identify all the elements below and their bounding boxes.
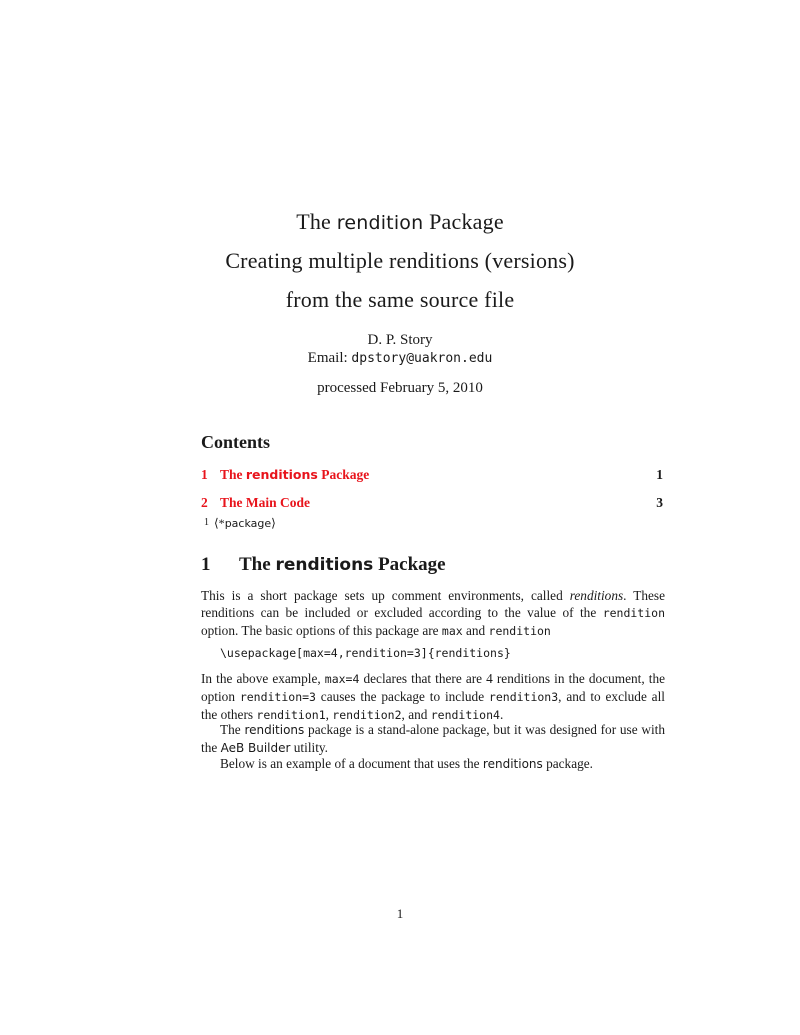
toc-entry-2[interactable] [201,495,663,513]
title-post: Package [423,209,504,234]
toc-entry-number: 1 [201,467,208,482]
author-email-line [0,350,800,367]
section-number: 1 [201,554,211,575]
author-name: D. P. Story [367,332,433,348]
title-line-3: from the same source file [285,287,515,312]
email-label: Email: [307,350,352,366]
toc-entry-number: 2 [201,495,208,510]
toc-entry-page: 3 [656,495,663,510]
page-number: 1 [396,906,404,921]
section-package-name: renditions [275,555,374,575]
title-package-name: rendition [336,212,424,234]
toc-entry-1[interactable] [201,467,663,485]
title-line-1 [0,209,800,235]
toc-entry-label: The Main Code [220,495,311,510]
title-line-2: Creating multiple renditions (versions) [225,248,575,273]
paragraph-example: In the above example, max=4 declares that there are 4 renditions in the document, the option rendition=3 causes the package to include rendition3, and to exclude all the others rendition1, rendition2, and rendition4. [201,671,665,722]
paragraph-standalone: The renditions package is a stand-alone package, but it was designed for use with the AeB Builder utility. [201,722,666,755]
contents-heading: Contents [201,432,271,452]
toc-entry-label: The renditions Package [220,467,370,482]
section-heading: 1 The renditions Package [201,554,446,575]
paragraph-example-intro: Below is an example of a document that uses the renditions package. [220,756,593,771]
package-guard: ⟨*package⟩ [214,516,276,530]
code-sample: \usepackage[max=4,rendition=3]{renditions} [220,646,511,660]
code-line-number: 1 [204,517,209,528]
title-pre: The [296,209,337,234]
paragraph-intro: This is a short package sets up comment environments, called renditions. These renditions can be included or excluded according to the value of the rendition option. The basic options of this package are max and rendition [201,588,665,638]
toc-entry-page: 1 [656,467,663,482]
processed-date: processed February 5, 2010 [317,380,483,396]
email-address[interactable]: dpstory@uakron.edu [351,351,493,366]
